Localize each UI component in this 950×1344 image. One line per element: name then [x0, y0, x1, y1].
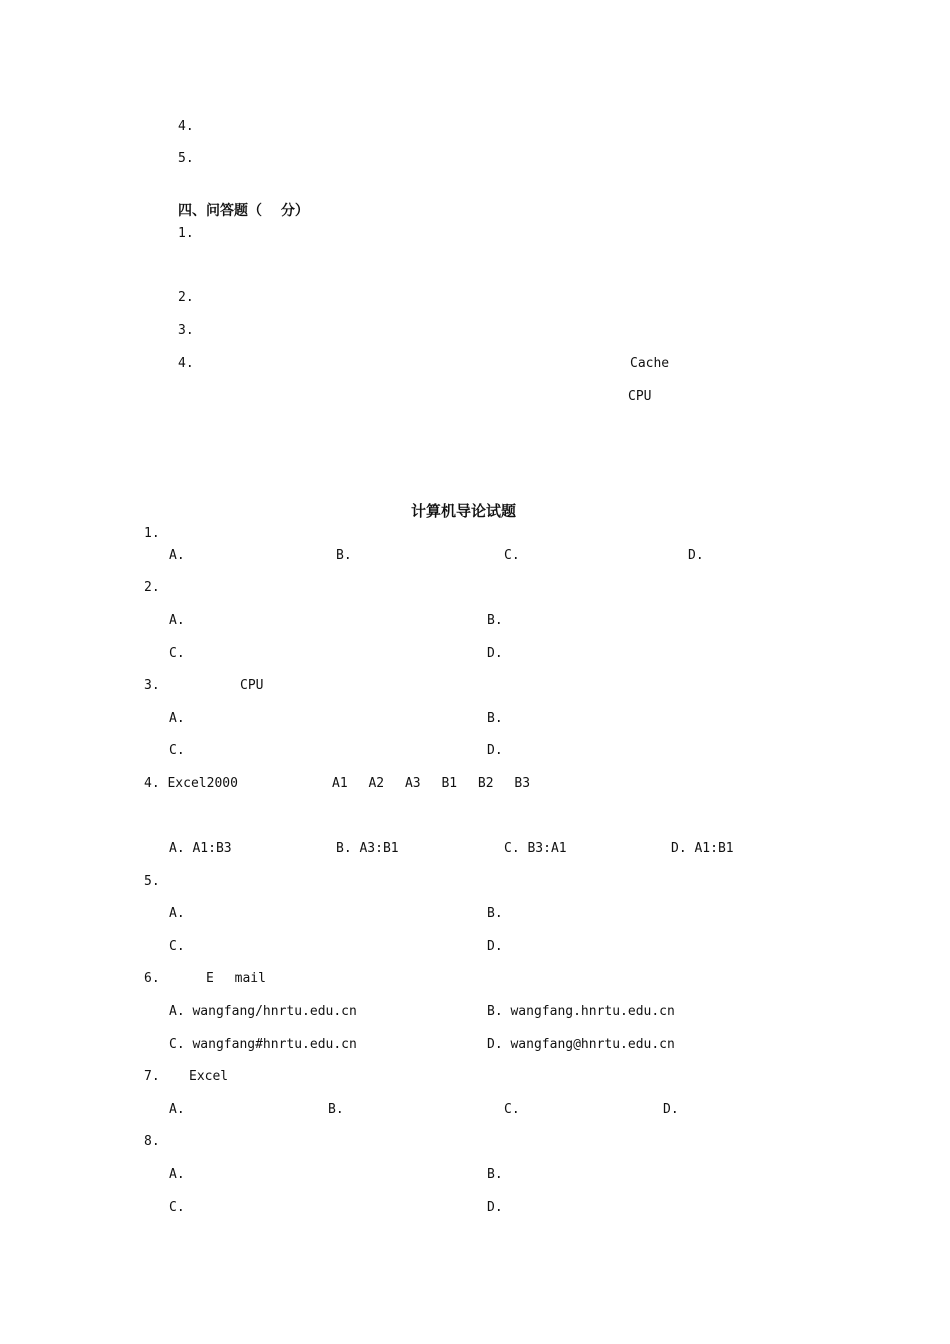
essay-q1-part-b — [225, 227, 511, 240]
mc-q8-option-d: D. — [487, 1200, 550, 1215]
mc-q2-option-c: C. — [169, 646, 310, 661]
mc-q5-blank — [354, 875, 380, 888]
mc-q7-stem-b: Excel — [189, 1069, 502, 1084]
essay-q1-part-c — [592, 227, 735, 240]
mc-q5-option-d: D. — [487, 939, 732, 954]
mc-q3-stem-b: CPU — [240, 678, 303, 693]
essay-q4-part-b: Cache — [630, 356, 774, 371]
essay-q4-part-a: 4. — [178, 356, 532, 371]
mc-q3-stem-a: 3. — [144, 678, 220, 693]
mc-q3-option-d: D. — [487, 743, 602, 758]
mc-q8-option-c: C. — [169, 1200, 232, 1215]
mc-q3-blank — [370, 679, 396, 692]
mc-q5-option-b: B. — [487, 906, 680, 921]
mc-q7-option-d: D. — [663, 1102, 713, 1117]
mc-q1-option-c: C. — [504, 548, 593, 563]
mc-q7-option-a: A. — [169, 1102, 219, 1117]
essay-q2-part-a: 2. — [178, 290, 480, 305]
mc-q1-option-a: A. — [169, 548, 245, 563]
mc-q4-stem-line-2 — [144, 809, 183, 822]
section-title: 四、问答题（ 分） — [178, 203, 309, 219]
mc-q4-option-c: C. B3:A1 — [504, 841, 567, 856]
mc-q6-option-b: B. wangfang.hnrtu.edu.cn — [487, 1004, 675, 1019]
mc-q7-stem-a: 7. — [144, 1069, 181, 1084]
mc-q3-option-b: B. — [487, 711, 628, 726]
mc-q8-blank — [537, 1135, 563, 1148]
mc-q2-blank — [453, 581, 479, 594]
mc-q4-stem-a: 4. Excel2000 — [144, 776, 303, 791]
upper-item-5: 5. — [178, 151, 592, 166]
mc-q6-option-d: D. wangfang@hnrtu.edu.cn — [487, 1037, 675, 1052]
mc-q2-option-d: D. — [487, 646, 602, 661]
mc-q4-blank — [244, 809, 270, 822]
mc-q4-stem-b: A1 A2 A3 B1 B2 B3 — [332, 776, 765, 791]
essay-q2-part-c — [646, 291, 659, 304]
mc-q1-option-d: D. — [688, 548, 772, 563]
mc-q2-option-a: A. — [169, 613, 336, 628]
essay-q3: 3. — [178, 323, 610, 338]
essay-q4-line2-e — [706, 390, 784, 403]
essay-q1-part-a: 1. — [178, 226, 220, 241]
essay-q2-part-b — [554, 291, 632, 304]
mc-q8-option-a: A. — [169, 1167, 232, 1182]
mc-q3-option-c: C. — [169, 743, 284, 758]
mc-q5-option-a: A. — [169, 906, 362, 921]
exam-title: 计算机导论试题 — [411, 502, 517, 520]
essay-q1-line-2 — [144, 259, 612, 272]
essay-q4-line2-c — [474, 390, 591, 403]
essay-q1-part-d — [774, 227, 800, 240]
essay-q4-line2-b — [190, 390, 411, 403]
mc-q8-stem: 8. — [144, 1134, 428, 1149]
mc-q1-option-b: B. — [336, 548, 412, 563]
mc-q4-option-b: B. A3:B1 — [336, 841, 399, 856]
mc-q6-option-c: C. wangfang#hnrtu.edu.cn — [169, 1037, 357, 1052]
mc-q7-option-b: B. — [328, 1102, 391, 1117]
mc-q4-option-d: D. A1:B1 — [671, 841, 734, 856]
mc-q7-option-c: C. — [504, 1102, 554, 1117]
mc-q6-stem-a: 6. — [144, 971, 194, 986]
mc-q5-stem: 5. — [144, 874, 272, 889]
essay-q4-line2-d: CPU — [628, 389, 691, 404]
mc-q2-stem: 2. — [144, 580, 350, 595]
mc-q6-blank — [437, 972, 463, 985]
mc-q6-stem-b: E mail — [206, 971, 370, 986]
mc-q1-stem-tail — [698, 527, 789, 540]
essay-q4-line-3 — [144, 423, 222, 436]
mc-q2-option-b: B. — [487, 613, 602, 628]
mc-q1-stem: 1. — [144, 526, 558, 541]
mc-q7-blank — [587, 1070, 613, 1083]
mc-q6-option-a: A. wangfang/hnrtu.edu.cn — [169, 1004, 357, 1019]
mc-q5-option-c: C. — [169, 939, 414, 954]
mc-q3-option-a: A. — [169, 711, 271, 726]
upper-item-4: 4. — [178, 119, 410, 134]
mc-q8-option-b: B. — [487, 1167, 550, 1182]
mc-q4-option-a: A. A1:B3 — [169, 841, 232, 856]
essay-q4-line2-a — [144, 390, 183, 403]
